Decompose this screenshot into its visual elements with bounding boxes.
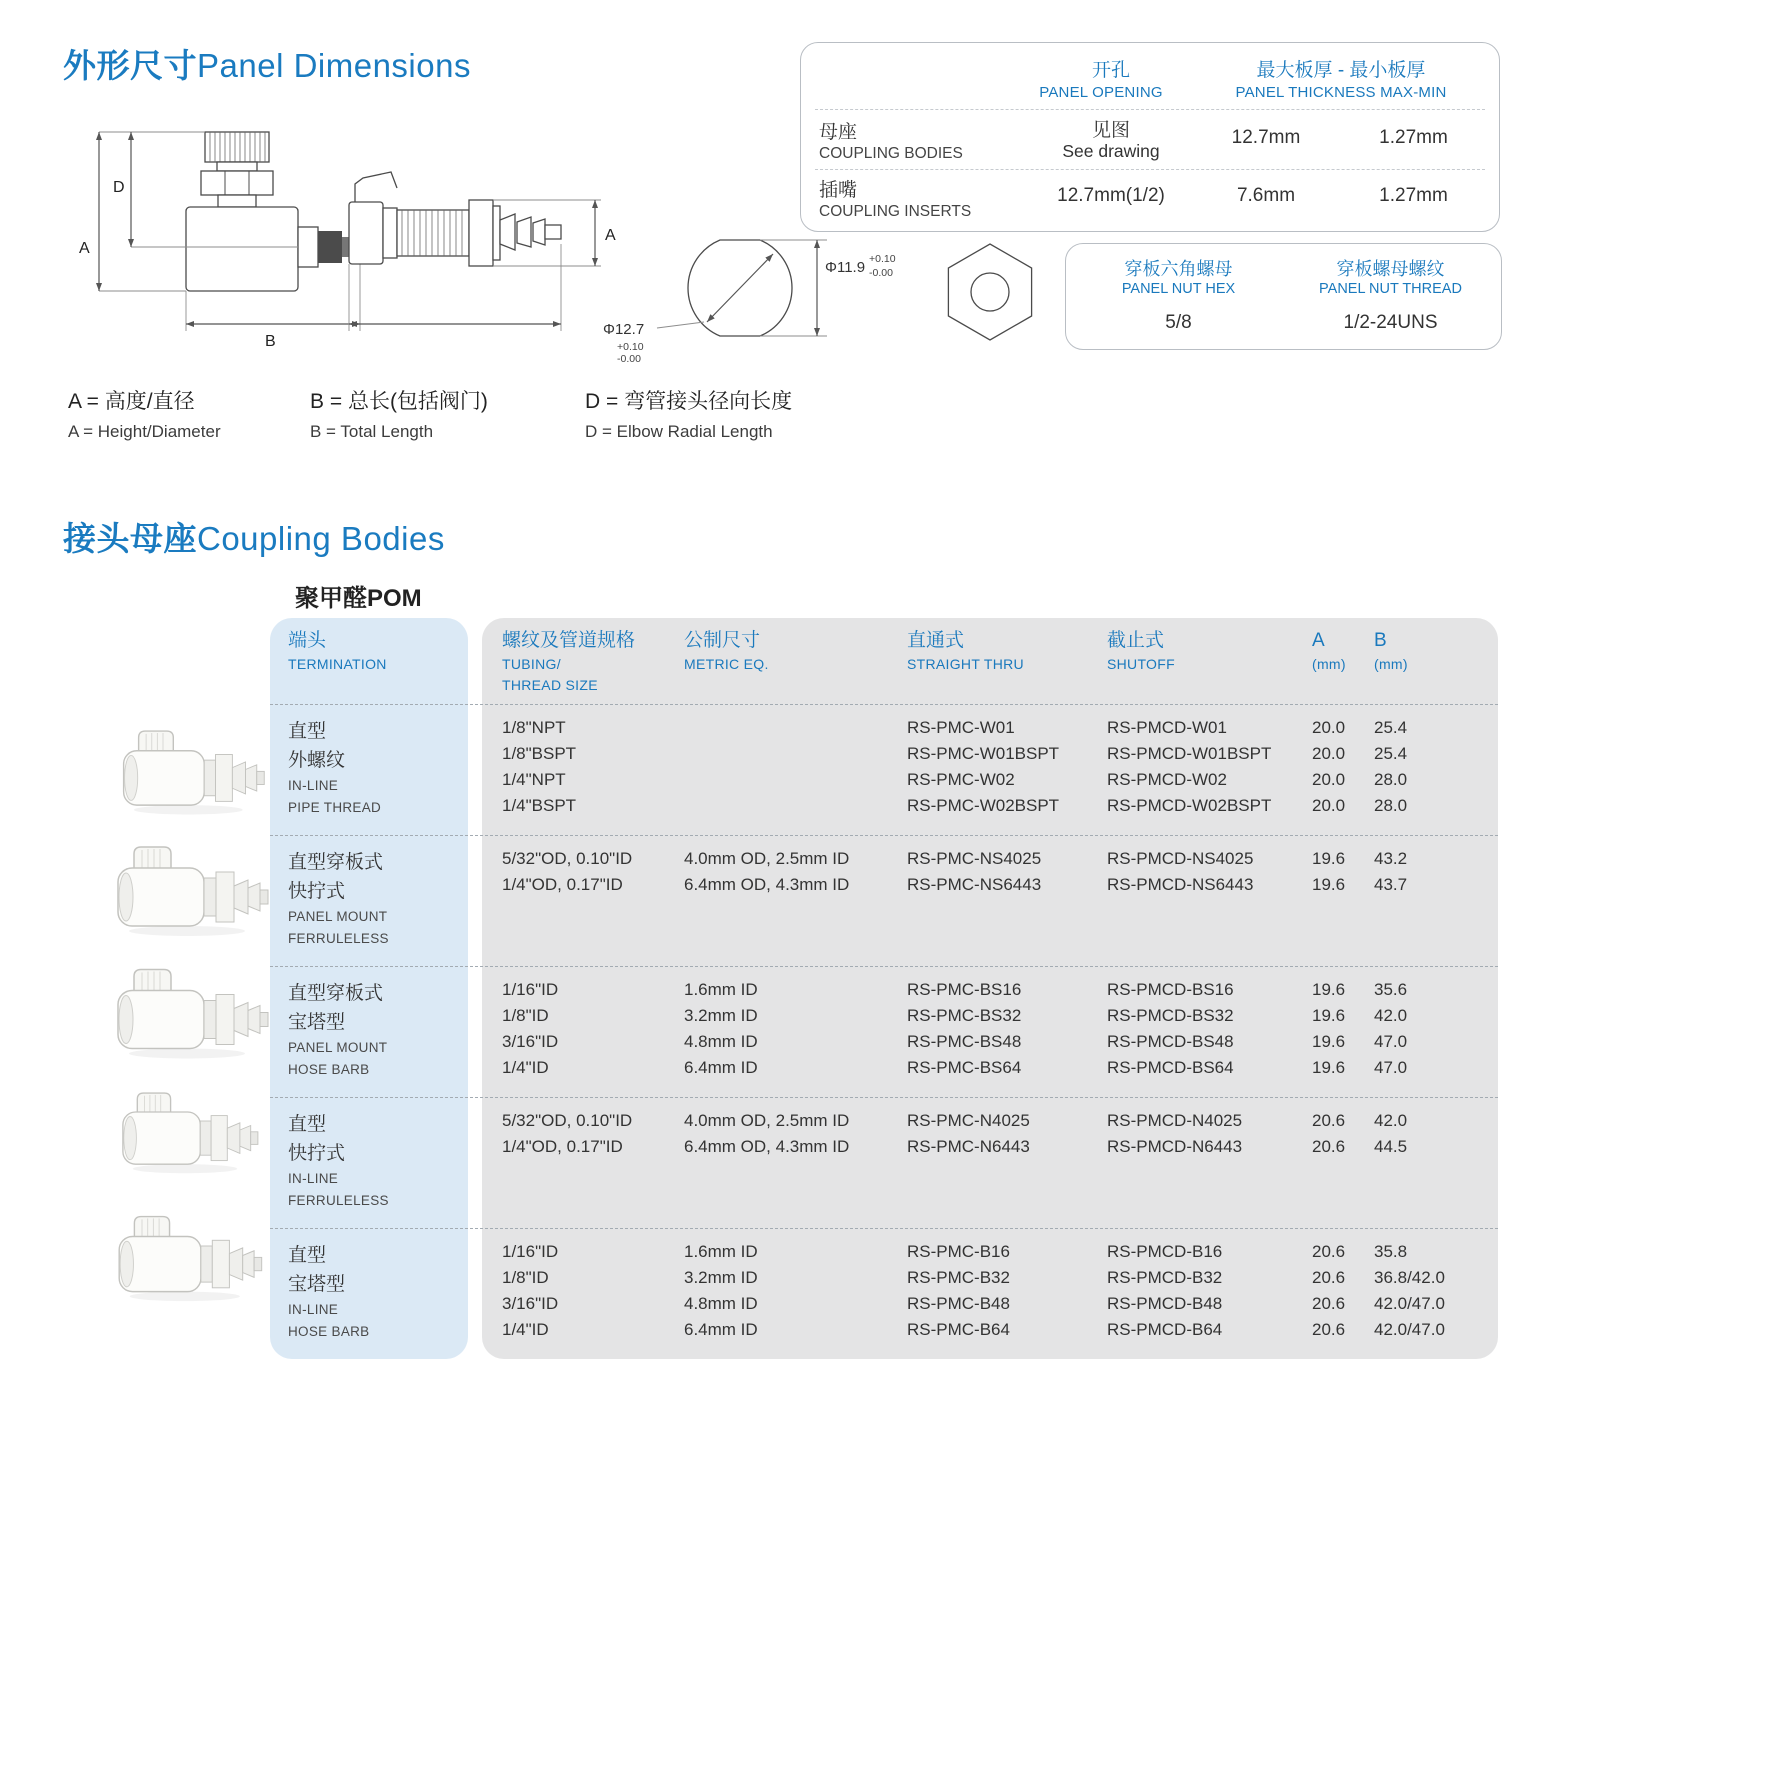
table-row (502, 1134, 1498, 1160)
table-row (502, 1108, 1498, 1134)
legend-a (68, 385, 221, 442)
cell-shutoff: RS-PMCD-N4025 (1107, 1111, 1243, 1130)
divider (815, 109, 1485, 110)
coupling-bodies-table (270, 618, 1498, 1359)
cell-shutoff: RS-PMCD-N6443 (1107, 1137, 1243, 1156)
cell-shutoff: RS-PMCD-W01BSPT (1107, 744, 1272, 763)
header-shutoff-zh: 截止式 (1107, 630, 1165, 651)
header-shutoff-en: SHUTOFF (1107, 656, 1175, 672)
table-row (502, 1003, 1498, 1029)
cell-shutoff: RS-PMCD-B16 (1107, 1242, 1223, 1261)
table-group-inline-hose-barb (270, 1228, 1498, 1359)
legend-d (585, 385, 792, 442)
cell-metric: 6.4mm ID (684, 1320, 758, 1339)
cell-metric: 3.2mm ID (684, 1268, 758, 1287)
table-row (502, 977, 1498, 1003)
cell-a: 20.0 (1312, 718, 1346, 737)
product-photo-panel-mount-ferruleless (112, 838, 272, 938)
header-tubing (502, 628, 684, 696)
cell-shutoff: RS-PMCD-B48 (1107, 1294, 1223, 1313)
cell-straight: RS-PMC-BS16 (907, 980, 1022, 999)
cell-shutoff: RS-PMCD-NS6443 (1107, 875, 1254, 894)
spec-row2-opening: 12.7mm(1/2) (1057, 185, 1165, 206)
header-b-label: B (1374, 630, 1387, 651)
nut-hex-en: PANEL NUT HEX (1121, 281, 1236, 297)
legend-a-en: A = Height/Diameter (68, 422, 221, 441)
cell-straight: RS-PMC-W01 (907, 718, 1015, 737)
cell-a: 20.6 (1312, 1242, 1346, 1261)
termination-cell (270, 707, 482, 827)
header-straight-zh: 直通式 (907, 630, 965, 651)
cell-b: 47.0 (1374, 1058, 1408, 1077)
section-title-coupling-bodies (63, 513, 445, 560)
panel-mount-coupling-drawing (349, 172, 616, 331)
termination-line: HOSE BARB (288, 1324, 370, 1339)
elbow-coupling-drawing (79, 132, 360, 350)
cell-tubing: 1/4"OD, 0.17"ID (502, 875, 623, 894)
spec-row1-name-zh: 母座 (819, 122, 858, 143)
nut-thread-en: PANEL NUT THREAD (1319, 281, 1462, 297)
cell-tubing: 1/4"OD, 0.17"ID (502, 1137, 623, 1156)
cell-b: 28.0 (1374, 770, 1408, 789)
header-termination-en: TERMINATION (288, 656, 387, 672)
cell-metric: 4.0mm OD, 2.5mm ID (684, 849, 850, 868)
nut-thread-value: 1/2-24UNS (1343, 312, 1438, 333)
cell-a: 19.6 (1312, 980, 1346, 999)
cell-metric: 1.6mm ID (684, 1242, 758, 1261)
panel-nut-hex-drawing (948, 244, 1031, 340)
section2-title-zh: 接头母座 (63, 520, 197, 557)
spec-header-thickness-zh: 最大板厚 - 最小板厚 (1256, 60, 1426, 81)
spec-row1-opening-zh: 见图 (1091, 120, 1130, 141)
termination-line: FERRULELESS (288, 1193, 389, 1208)
spec-row1-name-en: COUPLING BODIES (819, 145, 963, 162)
spec-header-opening-zh: 开孔 (1091, 60, 1130, 81)
cell-straight: RS-PMC-B16 (907, 1242, 1010, 1261)
cell-a: 19.6 (1312, 1006, 1346, 1025)
cell-b: 44.5 (1374, 1137, 1408, 1156)
cell-a: 19.6 (1312, 875, 1346, 894)
termination-line: 外螺纹 (288, 750, 346, 771)
cell-tubing: 5/32"OD, 0.10"ID (502, 1111, 633, 1130)
cell-metric: 4.0mm OD, 2.5mm ID (684, 1111, 850, 1130)
legend-a-zh: A = 高度/直径 (68, 390, 195, 413)
legend-b (310, 385, 488, 442)
cell-straight: RS-PMC-W01BSPT (907, 744, 1060, 763)
termination-line: IN-LINE (288, 1171, 339, 1186)
cell-metric: 3.2mm ID (684, 1006, 758, 1025)
cell-tubing: 1/8"BSPT (502, 744, 577, 763)
cell-shutoff: RS-PMCD-BS32 (1107, 1006, 1234, 1025)
table-row (502, 1239, 1498, 1265)
cell-metric: 4.8mm ID (684, 1294, 758, 1313)
cell-tubing: 5/32"OD, 0.10"ID (502, 849, 633, 868)
cell-b: 35.8 (1374, 1242, 1408, 1261)
section-title-panel-dimensions (63, 40, 471, 87)
cell-shutoff: RS-PMCD-BS48 (1107, 1032, 1234, 1051)
cell-straight: RS-PMC-W02BSPT (907, 796, 1060, 815)
table-row (502, 1029, 1498, 1055)
header-a-label: A (1312, 630, 1325, 651)
cell-shutoff: RS-PMCD-NS4025 (1107, 849, 1254, 868)
cell-straight: RS-PMC-N6443 (907, 1137, 1030, 1156)
cell-tubing: 1/8"NPT (502, 718, 566, 737)
cell-tubing: 1/8"ID (502, 1006, 549, 1025)
header-metric (684, 628, 907, 696)
cell-b: 35.6 (1374, 980, 1408, 999)
legend-b-zh: B = 总长(包括阀门) (310, 390, 488, 413)
table-row (502, 1317, 1498, 1343)
table-row (502, 741, 1498, 767)
product-photo-inline-ferruleless (112, 1085, 267, 1175)
dim-phi-flat: Φ11.9 (825, 259, 866, 276)
dim-label-a: A (79, 240, 90, 257)
header-shutoff (1107, 628, 1312, 696)
cell-a: 20.0 (1312, 796, 1346, 815)
cell-a: 20.6 (1312, 1111, 1346, 1130)
termination-cell (270, 1231, 482, 1351)
cell-tubing: 3/16"ID (502, 1032, 559, 1051)
cell-straight: RS-PMC-B64 (907, 1320, 1010, 1339)
spec-row2-name-zh: 插嘴 (819, 180, 858, 201)
termination-line: 直型穿板式 (288, 983, 384, 1004)
cell-shutoff: RS-PMCD-W02 (1107, 770, 1227, 789)
header-tubing-en1: TUBING/ (502, 656, 561, 672)
cell-metric: 6.4mm OD, 4.3mm ID (684, 1137, 850, 1156)
cell-tubing: 1/16"ID (502, 980, 559, 999)
spec-header-opening-en: PANEL OPENING (1039, 84, 1163, 101)
termination-line: 快拧式 (288, 1143, 346, 1164)
termination-cell (270, 969, 482, 1089)
cell-b: 36.8/42.0 (1374, 1268, 1445, 1287)
termination-cell (270, 838, 482, 958)
cell-shutoff: RS-PMCD-BS64 (1107, 1058, 1234, 1077)
panel-spec-table (800, 42, 1500, 232)
spec-row2-name-en: COUPLING INSERTS (819, 203, 972, 220)
divider (815, 169, 1485, 170)
cell-shutoff: RS-PMCD-BS16 (1107, 980, 1234, 999)
termination-line: HOSE BARB (288, 1062, 370, 1077)
dim-phi-dia-minus: -0.00 (617, 353, 641, 365)
table-row (502, 767, 1498, 793)
termination-line: 宝塔型 (288, 1012, 346, 1033)
cell-metric: 6.4mm ID (684, 1058, 758, 1077)
spec-row1-max: 12.7mm (1231, 127, 1301, 148)
termination-line: 直型 (288, 1114, 327, 1135)
cell-tubing: 1/4"ID (502, 1058, 549, 1077)
table-row (502, 846, 1498, 872)
header-dim-a (1312, 628, 1374, 696)
spec-header-thickness-en: PANEL THICKNESS MAX-MIN (1235, 84, 1447, 101)
termination-line: FERRULELESS (288, 931, 389, 946)
header-a-unit: (mm) (1312, 656, 1346, 672)
cell-b: 47.0 (1374, 1032, 1408, 1051)
termination-line: IN-LINE (288, 778, 339, 793)
table-header-row (270, 618, 1498, 705)
product-photo-inline-pipe-thread (118, 722, 268, 817)
cell-b: 25.4 (1374, 744, 1408, 763)
section-title-zh: 外形尺寸 (63, 47, 197, 84)
cell-b: 42.0/47.0 (1374, 1294, 1445, 1313)
legend-b-en: B = Total Length (310, 422, 434, 441)
cell-a: 20.0 (1312, 770, 1346, 789)
product-photo-inline-hose-barb (112, 1208, 267, 1303)
cell-straight: RS-PMC-N4025 (907, 1111, 1030, 1130)
termination-line: PANEL MOUNT (288, 909, 388, 924)
spec-row2-max: 7.6mm (1236, 185, 1296, 206)
cell-b: 25.4 (1374, 718, 1408, 737)
cell-b: 28.0 (1374, 796, 1408, 815)
termination-line: 直型 (288, 1245, 327, 1266)
spec-row1-min: 1.27mm (1379, 127, 1448, 148)
header-tubing-en2: THREAD SIZE (502, 677, 598, 693)
cell-a: 20.0 (1312, 744, 1346, 763)
table-group-panel-mount-ferruleless (270, 835, 1498, 966)
header-b-unit: (mm) (1374, 656, 1408, 672)
cell-straight: RS-PMC-BS64 (907, 1058, 1022, 1077)
cell-straight: RS-PMC-NS6443 (907, 875, 1042, 894)
termination-line: PIPE THREAD (288, 800, 382, 815)
cell-b: 43.7 (1374, 875, 1408, 894)
product-photo-panel-mount-hose-barb (112, 958, 272, 1063)
cell-tubing: 1/4"ID (502, 1320, 549, 1339)
legend-d-zh: D = 弯管接头径向长度 (585, 390, 793, 413)
table-group-panel-mount-hose-barb (270, 966, 1498, 1097)
cell-tubing: 1/4"NPT (502, 770, 566, 789)
cell-a: 20.6 (1312, 1137, 1346, 1156)
header-dim-b (1374, 628, 1498, 696)
dim-label-d: D (113, 179, 125, 196)
table-row (502, 1055, 1498, 1081)
dim-phi-flat-minus: -0.00 (869, 267, 893, 279)
table-row (502, 1265, 1498, 1291)
termination-line: 直型 (288, 721, 327, 742)
dim-phi-flat-plus: +0.10 (869, 253, 896, 265)
cell-straight: RS-PMC-NS4025 (907, 849, 1042, 868)
cell-straight: RS-PMC-BS48 (907, 1032, 1022, 1051)
dim-phi-dia-plus: +0.10 (617, 341, 644, 353)
cell-shutoff: RS-PMCD-W01 (1107, 718, 1227, 737)
table-row (502, 793, 1498, 819)
table-group-inline-pipe-thread (270, 705, 1498, 835)
section2-title-en: Coupling Bodies (197, 520, 445, 557)
cell-tubing: 3/16"ID (502, 1294, 559, 1313)
cell-a: 20.6 (1312, 1268, 1346, 1287)
termination-line: PANEL MOUNT (288, 1040, 388, 1055)
header-metric-en: METRIC EQ. (684, 656, 769, 672)
cell-tubing: 1/8"ID (502, 1268, 549, 1287)
cell-tubing: 1/4"BSPT (502, 796, 577, 815)
header-tubing-zh: 螺纹及管道规格 (502, 630, 636, 651)
table-row (502, 872, 1498, 898)
termination-line: 快拧式 (288, 881, 346, 902)
cell-metric: 6.4mm OD, 4.3mm ID (684, 875, 850, 894)
panel-nut-table (1065, 243, 1502, 350)
cell-b: 42.0 (1374, 1111, 1408, 1130)
cell-shutoff: RS-PMCD-B32 (1107, 1268, 1223, 1287)
nut-hex-zh: 穿板六角螺母 (1124, 259, 1233, 279)
section-title-en: Panel Dimensions (197, 47, 471, 84)
dim-phi-dia: Φ12.7 (603, 321, 645, 338)
cell-straight: RS-PMC-B48 (907, 1294, 1010, 1313)
header-straight-en: STRAIGHT THRU (907, 656, 1024, 672)
header-termination (270, 618, 482, 696)
nut-thread-zh: 穿板螺母螺纹 (1336, 259, 1445, 279)
termination-line: 宝塔型 (288, 1274, 346, 1295)
header-straight-thru (907, 628, 1107, 696)
cell-b: 43.2 (1374, 849, 1408, 868)
header-metric-zh: 公制尺寸 (684, 630, 761, 651)
cell-b: 42.0 (1374, 1006, 1408, 1025)
table-group-inline-ferruleless (270, 1097, 1498, 1228)
cell-straight: RS-PMC-BS32 (907, 1006, 1022, 1025)
cell-a: 20.6 (1312, 1320, 1346, 1339)
cell-metric: 1.6mm ID (684, 980, 758, 999)
cell-straight: RS-PMC-W02 (907, 770, 1015, 789)
spec-row1-opening-en: See drawing (1062, 141, 1160, 161)
dim-label-a2: A (605, 227, 616, 244)
cell-a: 19.6 (1312, 849, 1346, 868)
spec-row2-min: 1.27mm (1379, 185, 1448, 206)
panel-opening-drawing (603, 240, 896, 365)
cell-shutoff: RS-PMCD-W02BSPT (1107, 796, 1272, 815)
termination-line: IN-LINE (288, 1302, 339, 1317)
termination-cell (270, 1100, 482, 1220)
dim-label-b: B (265, 333, 276, 350)
cell-shutoff: RS-PMCD-B64 (1107, 1320, 1223, 1339)
cell-a: 19.6 (1312, 1032, 1346, 1051)
cell-a: 19.6 (1312, 1058, 1346, 1077)
legend-d-en: D = Elbow Radial Length (585, 422, 773, 441)
cell-straight: RS-PMC-B32 (907, 1268, 1010, 1287)
cell-a: 20.6 (1312, 1294, 1346, 1313)
table-row (502, 715, 1498, 741)
cell-metric: 4.8mm ID (684, 1032, 758, 1051)
nut-hex-value: 5/8 (1165, 312, 1192, 333)
cell-b: 42.0/47.0 (1374, 1320, 1445, 1339)
termination-line: 直型穿板式 (288, 852, 384, 873)
material-label: 聚甲醛POM (295, 585, 422, 612)
cell-tubing: 1/16"ID (502, 1242, 559, 1261)
header-termination-zh: 端头 (288, 630, 327, 651)
table-row (502, 1291, 1498, 1317)
